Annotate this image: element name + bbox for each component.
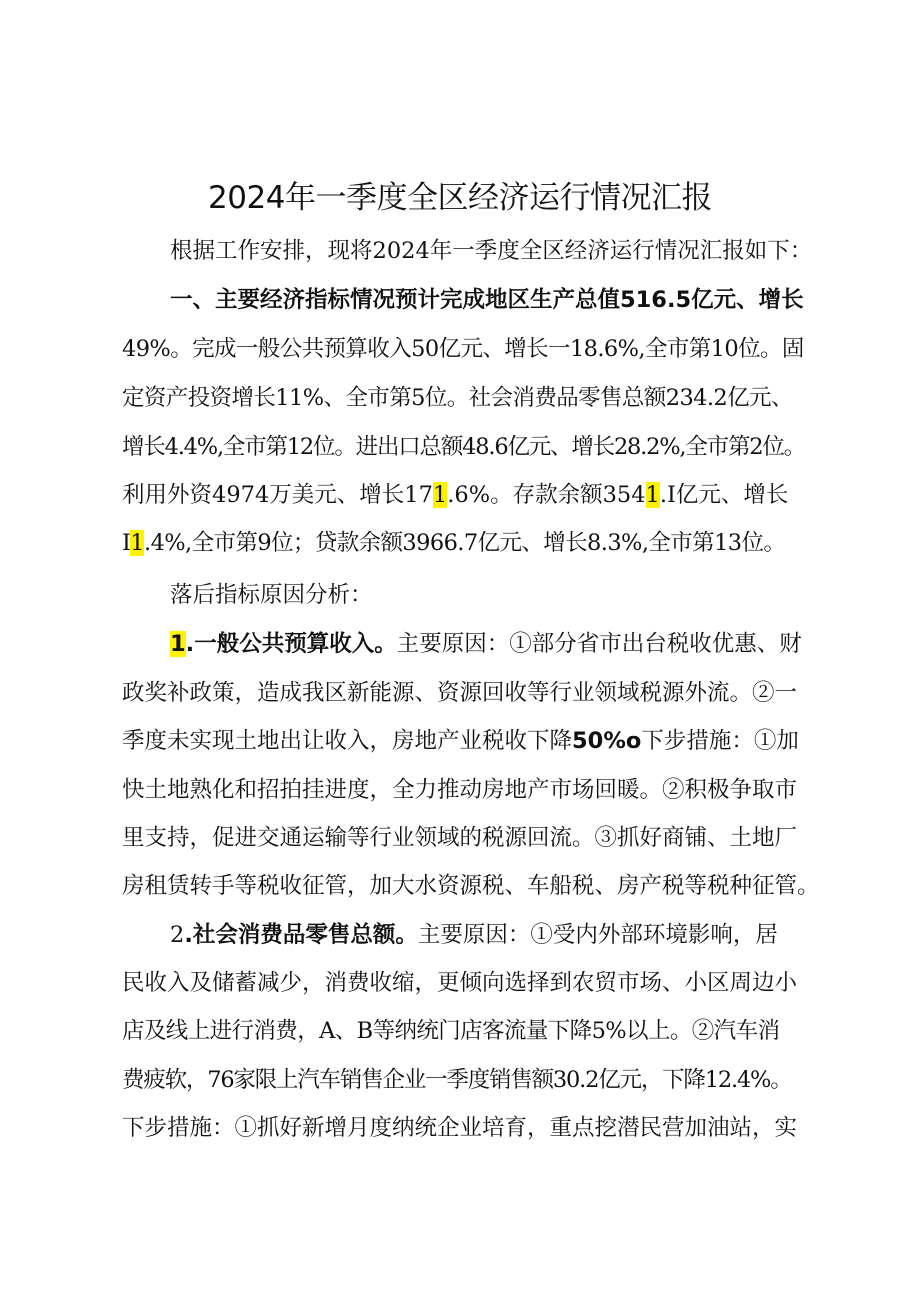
item1-title: .一般公共预算收入。 <box>185 631 397 657</box>
section1-line-5-part-e: .I亿元、增长 <box>659 482 789 508</box>
item1-line-2 <box>122 676 822 710</box>
item2-line-1 <box>170 918 822 952</box>
highlight-mark: 1 <box>645 482 660 508</box>
item2-line-4-text: 费疲软，76家限上汽车销售企业一季度销售额30.2亿元，下降12.4%。 <box>122 1067 792 1093</box>
section1-line-6-part-c: .4%,全市第9位；贷款余额3966.7亿元、增长8.3%,全市第13位。 <box>144 530 786 556</box>
section1-heading <box>170 283 822 317</box>
analysis-heading-text: 落后指标原因分析： <box>170 582 373 608</box>
item1-line-3-part-b: 50%o <box>572 728 642 754</box>
item1-line-1-text: 主要原因：①部分省市出台税收优惠、财 <box>396 631 802 657</box>
section1-line-5 <box>122 478 822 512</box>
section1-heading-text: 一、主要经济指标情况预计完成地区生产总值516.5亿元、增长 <box>170 287 804 313</box>
item1-line-1 <box>170 627 822 661</box>
item2-line-5 <box>122 1111 822 1145</box>
item1-line-3 <box>122 724 822 758</box>
item1-line-2-text: 政奖补政策，造成我区新能源、资源回收等行业领域税源外流。②一 <box>122 680 798 706</box>
item2-line-3 <box>122 1014 822 1048</box>
item2-line-1-text: 主要原因：①受内外部环境影响，居 <box>417 922 778 948</box>
item1-line-6-text: 房租赁转手等税收征管，加大水资源税、车船税、房产税等税种征管。 <box>122 873 820 899</box>
item2-line-3-text: 店及线上进行消费，A、B等纳统门店客流量下降5%以上。②汽车消 <box>122 1018 780 1044</box>
section1-line-5-part-a: 利用外资4974万美元、增长17 <box>122 482 433 508</box>
item1-line-5-text: 里支持，促进交通运输等行业领域的税源回流。③抓好商铺、土地厂 <box>122 825 798 851</box>
section1-line-4 <box>122 430 822 464</box>
item1-line-4-text: 快土地熟化和招拍挂进度，全力推动房地产市场回暖。②积极争取市 <box>122 777 798 803</box>
section1-line-6 <box>122 526 822 560</box>
item2-title: .社会消费品零售总额。 <box>184 922 418 948</box>
section1-line-5-part-c: .6%。存款余额354 <box>447 482 646 508</box>
intro-paragraph <box>170 234 822 268</box>
highlight-mark: 1 <box>432 482 448 508</box>
section1-line-4-text: 增长4.4%,全市第12位。进出口总额48.6亿元、增长28.2%,全市第2位。 <box>122 434 805 460</box>
section1-line-2-text: 49%。完成一般公共预算收入50亿元、增长一18.6%,全市第10位。固 <box>122 336 804 362</box>
item2-number: 2 <box>170 922 185 948</box>
item2-line-2-text: 民收入及储蓄减少，消费收缩，更倾向选择到农贸市场、小区周边小 <box>122 970 798 996</box>
section1-line-6-part-a: I <box>122 530 131 556</box>
item1-line-4 <box>122 773 822 807</box>
item1-line-5 <box>122 821 822 855</box>
item1-line-3-part-c: 下步措施：①加 <box>641 728 799 754</box>
highlight-mark: 1 <box>130 530 145 556</box>
section1-line-2 <box>122 332 822 366</box>
analysis-heading <box>170 578 822 612</box>
item1-line-3-part-a: 季度未实现土地出让收入，房地产业税收下降 <box>122 728 573 754</box>
item1-number: 1 <box>170 631 186 657</box>
item2-line-4 <box>122 1063 822 1097</box>
intro-text: 根据工作安排，现将2024年一季度全区经济运行情况汇报如下： <box>170 238 813 264</box>
document-title: 2024年一季度全区经济运行情况汇报 <box>208 180 712 216</box>
item2-line-2 <box>122 966 822 1000</box>
item1-line-6 <box>122 869 822 903</box>
section1-line-3 <box>122 381 822 415</box>
section1-line-3-text: 定资产投资增长11%、全市第5位。社会消费品零售总额234.2亿元、 <box>122 385 793 411</box>
item2-line-5-text: 下步措施：①抓好新增月度纳统企业培育，重点挖潜民营加油站，实 <box>122 1115 798 1141</box>
